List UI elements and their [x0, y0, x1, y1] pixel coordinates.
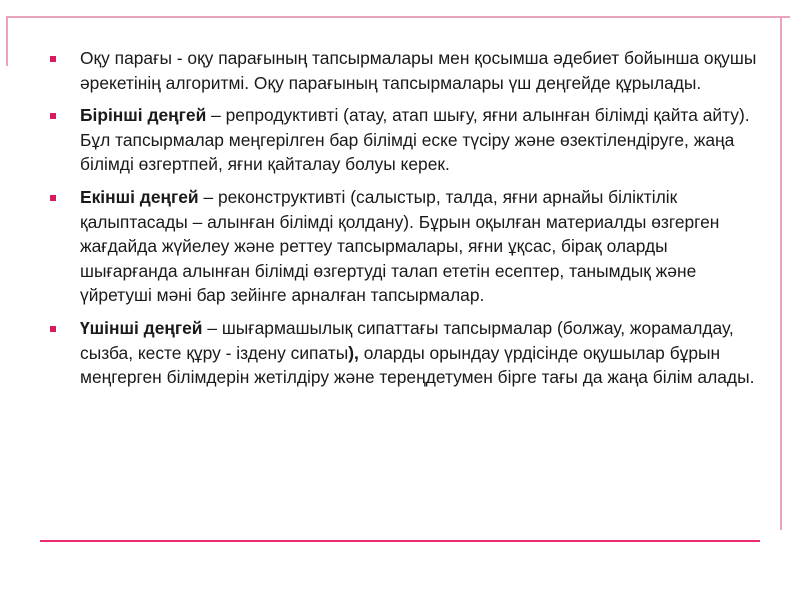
square-bullet-icon	[50, 326, 56, 332]
square-bullet-icon	[50, 56, 56, 62]
square-bullet-icon	[50, 195, 56, 201]
bullet-item-first-level	[50, 103, 766, 177]
bullet-text: Оқу парағы - оқу парағының тапсырмалары мен қосымша әдебиет бойынша оқушы әрекетінің алгоритмі. Оқу парағының тапсырмалары үш деңгейде құрылады.	[80, 48, 757, 93]
bullet-text-continued: оларды орындау үрдісінде оқушылар бұрын меңгерген білімдерін жетілдіру және тереңдетумен бірге тағы да жаңа білім алады.	[80, 342, 755, 388]
square-bullet-icon	[50, 113, 56, 119]
bullet-text: – шығармашылық сипаттағы тапсырмалар (болжау, жорамалдау, сызба, кесте құру - іздену сипаты	[80, 317, 734, 363]
bullet-item-reading-sheet	[50, 46, 766, 95]
level-term: Үшінші деңгей	[80, 317, 203, 338]
bottom-divider	[40, 540, 760, 542]
slide-frame-top	[6, 16, 790, 18]
slide-frame-right	[780, 16, 782, 530]
closing-paren: ),	[348, 342, 359, 363]
bullet-item-second-level	[50, 185, 766, 308]
bullet-text: – репродуктивті (атау, атап шығу, яғни алынған білімді қайта айту). Бұл тапсырмалар меңгерілген бар білімді еске түсіру және өзектілендіруге, жаңа білімді өзгертпей, яғни қайталау болуы керек.	[80, 105, 750, 175]
bullet-item-third-level	[50, 316, 766, 390]
level-term: Бірінші деңгей	[80, 105, 207, 126]
level-term: Екінші деңгей	[80, 186, 199, 207]
slide-frame-left	[6, 16, 8, 66]
bullet-text: – реконструктивті (салыстыр, талда, яғни арнайы біліктілік қалыптасады – алынған білімді қолдану). Бұрын оқылған материалды өзгерген жағдайда жүйелеу және реттеу тапсырмалары, яғни ұқсас, бірақ оларды шығарғанда алынған білімді өзгертуді талап ететін есептер, танымдық және үйретуші мәні бар зейінге арналған тапсырмалар.	[80, 186, 720, 306]
slide-content	[50, 46, 766, 398]
